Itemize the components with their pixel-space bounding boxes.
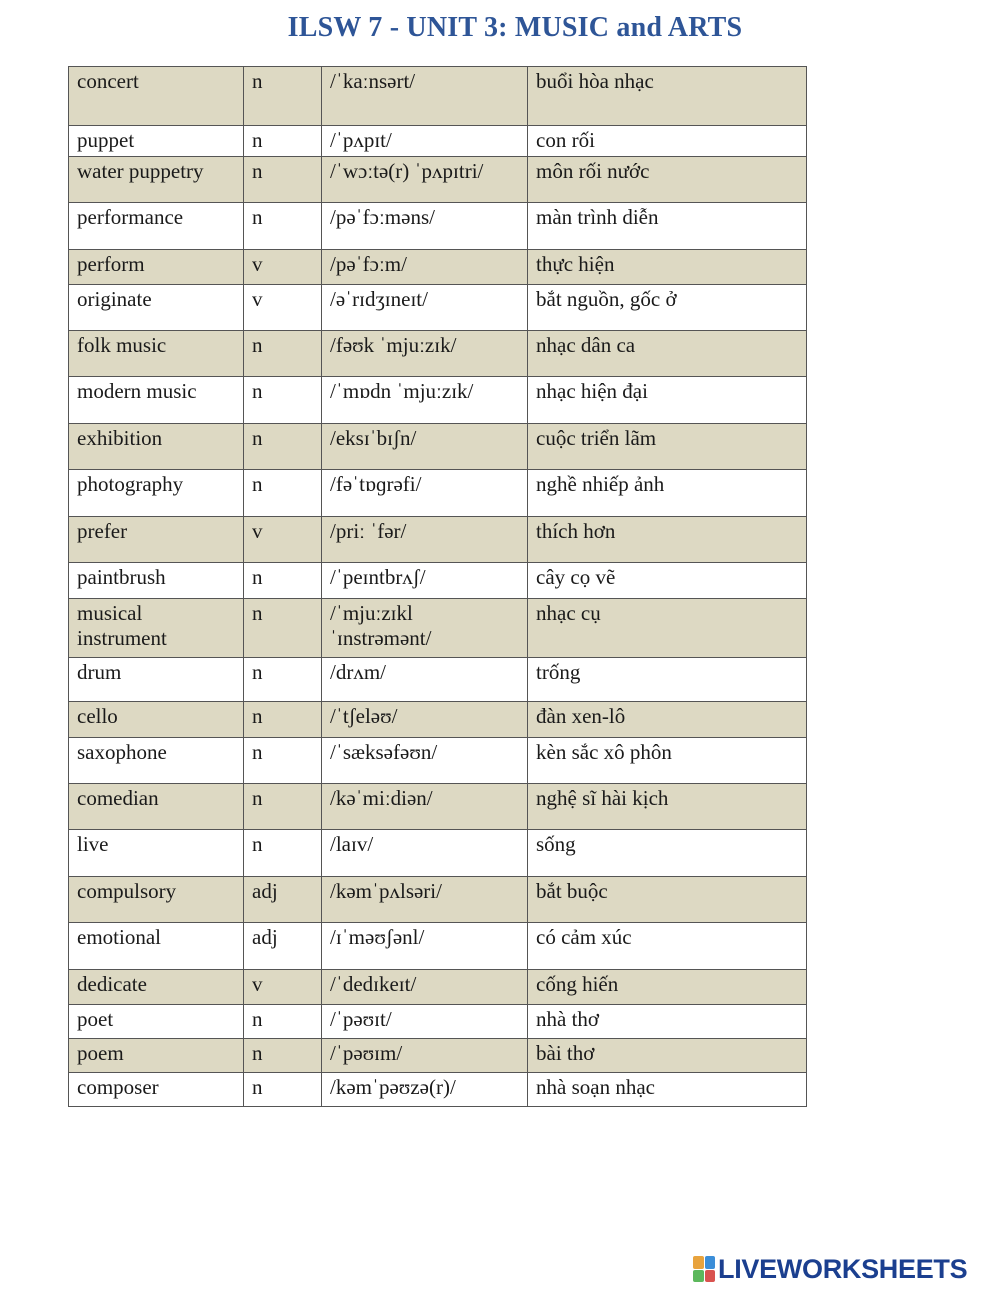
meaning-cell: nghề nhiếp ảnh bbox=[528, 470, 807, 517]
word-cell: performance bbox=[69, 203, 244, 250]
word-cell: live bbox=[69, 830, 244, 877]
table-row bbox=[69, 1039, 807, 1073]
table-row bbox=[69, 1005, 807, 1039]
word-cell: poem bbox=[69, 1039, 244, 1073]
pos-cell: n bbox=[244, 658, 322, 702]
word-cell: poet bbox=[69, 1005, 244, 1039]
pos-cell: n bbox=[244, 599, 322, 658]
ipa-cell: /ˈmɒdn ˈmjuːzɪk/ bbox=[322, 377, 528, 424]
meaning-cell: sống bbox=[528, 830, 807, 877]
meaning-cell: cuộc triển lãm bbox=[528, 424, 807, 470]
pos-cell: adj bbox=[244, 923, 322, 970]
table-row bbox=[69, 738, 807, 784]
pos-cell: n bbox=[244, 126, 322, 157]
table-row bbox=[69, 877, 807, 923]
meaning-cell: buổi hòa nhạc bbox=[528, 67, 807, 126]
ipa-cell: /laɪv/ bbox=[322, 830, 528, 877]
word-cell: saxophone bbox=[69, 738, 244, 784]
liveworksheets-badge-icon bbox=[693, 1256, 715, 1282]
word-cell: cello bbox=[69, 702, 244, 738]
meaning-cell: có cảm xúc bbox=[528, 923, 807, 970]
ipa-cell: /ˈdedɪkeɪt/ bbox=[322, 970, 528, 1005]
ipa-cell: /priː ˈfər/ bbox=[322, 517, 528, 563]
ipa-cell: /ˈsæksəfəʊn/ bbox=[322, 738, 528, 784]
pos-cell: n bbox=[244, 830, 322, 877]
meaning-cell: nhạc hiện đại bbox=[528, 377, 807, 424]
meaning-cell: kèn sắc xô phôn bbox=[528, 738, 807, 784]
word-cell: musical instrument bbox=[69, 599, 244, 658]
pos-cell: n bbox=[244, 157, 322, 203]
word-cell: puppet bbox=[69, 126, 244, 157]
word-cell: folk music bbox=[69, 331, 244, 377]
logo-text: LIVEWORKSHEETS bbox=[718, 1253, 968, 1284]
page-title: ILSW 7 - UNIT 3: MUSIC and ARTS bbox=[287, 12, 743, 43]
word-cell: water puppetry bbox=[69, 157, 244, 203]
table-row bbox=[69, 424, 807, 470]
ipa-cell: /ˈwɔːtə(r) ˈpʌpɪtri/ bbox=[322, 157, 528, 203]
meaning-cell: màn trình diễn bbox=[528, 203, 807, 250]
pos-cell: v bbox=[244, 970, 322, 1005]
ipa-cell: /pəˈfɔːməns/ bbox=[322, 203, 528, 250]
word-cell: emotional bbox=[69, 923, 244, 970]
meaning-cell: bài thơ bbox=[528, 1039, 807, 1073]
ipa-cell: /ˈpəʊɪm/ bbox=[322, 1039, 528, 1073]
pos-cell: n bbox=[244, 563, 322, 599]
ipa-cell: /ˈpʌpɪt/ bbox=[322, 126, 528, 157]
pos-cell: n bbox=[244, 1039, 322, 1073]
pos-cell: n bbox=[244, 470, 322, 517]
word-cell: concert bbox=[69, 67, 244, 126]
word-cell: compulsory bbox=[69, 877, 244, 923]
pos-cell: n bbox=[244, 424, 322, 470]
ipa-cell: /ˈtʃeləʊ/ bbox=[322, 702, 528, 738]
pos-cell: v bbox=[244, 285, 322, 331]
liveworksheets-logo[interactable] bbox=[693, 1252, 967, 1286]
table-row bbox=[69, 923, 807, 970]
pos-cell: v bbox=[244, 250, 322, 285]
word-cell: drum bbox=[69, 658, 244, 702]
table-row bbox=[69, 250, 807, 285]
pos-cell: n bbox=[244, 784, 322, 830]
meaning-cell: môn rối nước bbox=[528, 157, 807, 203]
pos-cell: n bbox=[244, 331, 322, 377]
table-row bbox=[69, 830, 807, 877]
ipa-cell: /ˈpəʊɪt/ bbox=[322, 1005, 528, 1039]
ipa-cell: /fəʊk ˈmjuːzɪk/ bbox=[322, 331, 528, 377]
table-row bbox=[69, 599, 807, 658]
ipa-cell: /eksɪˈbɪʃn/ bbox=[322, 424, 528, 470]
table-row bbox=[69, 126, 807, 157]
meaning-cell: bắt buộc bbox=[528, 877, 807, 923]
ipa-cell: /kəˈmiːdiən/ bbox=[322, 784, 528, 830]
meaning-cell: cây cọ vẽ bbox=[528, 563, 807, 599]
pos-cell: n bbox=[244, 203, 322, 250]
word-cell: exhibition bbox=[69, 424, 244, 470]
vocabulary-table bbox=[68, 66, 807, 1107]
pos-cell: n bbox=[244, 67, 322, 126]
table-row bbox=[69, 784, 807, 830]
ipa-cell: /kəmˈpʌlsəri/ bbox=[322, 877, 528, 923]
table-row bbox=[69, 331, 807, 377]
pos-cell: n bbox=[244, 377, 322, 424]
ipa-cell: /ˈkaːnsərt/ bbox=[322, 67, 528, 126]
table-row bbox=[69, 658, 807, 702]
pos-cell: v bbox=[244, 517, 322, 563]
meaning-cell: cống hiến bbox=[528, 970, 807, 1005]
pos-cell: n bbox=[244, 702, 322, 738]
word-cell: perform bbox=[69, 250, 244, 285]
ipa-cell: /ˈpeɪntbrʌʃ/ bbox=[322, 563, 528, 599]
ipa-cell: /ˈmjuːzɪkl ˈɪnstrəmənt/ bbox=[322, 599, 528, 658]
meaning-cell: bắt nguồn, gốc ở bbox=[528, 285, 807, 331]
ipa-cell: /pəˈfɔːm/ bbox=[322, 250, 528, 285]
meaning-cell: nhà thơ bbox=[528, 1005, 807, 1039]
meaning-cell: nghệ sĩ hài kịch bbox=[528, 784, 807, 830]
pos-cell: n bbox=[244, 738, 322, 784]
table-row bbox=[69, 470, 807, 517]
table-row bbox=[69, 67, 807, 126]
pos-cell: n bbox=[244, 1005, 322, 1039]
table-row bbox=[69, 563, 807, 599]
meaning-cell: nhà soạn nhạc bbox=[528, 1073, 807, 1107]
meaning-cell: trống bbox=[528, 658, 807, 702]
word-cell: comedian bbox=[69, 784, 244, 830]
word-cell: dedicate bbox=[69, 970, 244, 1005]
ipa-cell: /fəˈtɒɡrəfi/ bbox=[322, 470, 528, 517]
meaning-cell: nhạc cụ bbox=[528, 599, 807, 658]
ipa-cell: /ɪˈməʊʃənl/ bbox=[322, 923, 528, 970]
word-cell: modern music bbox=[69, 377, 244, 424]
meaning-cell: thích hơn bbox=[528, 517, 807, 563]
table-row bbox=[69, 285, 807, 331]
table-row bbox=[69, 517, 807, 563]
meaning-cell: đàn xen-lô bbox=[528, 702, 807, 738]
pos-cell: n bbox=[244, 1073, 322, 1107]
word-cell: prefer bbox=[69, 517, 244, 563]
word-cell: paintbrush bbox=[69, 563, 244, 599]
word-cell: composer bbox=[69, 1073, 244, 1107]
table-row bbox=[69, 702, 807, 738]
meaning-cell: con rối bbox=[528, 126, 807, 157]
meaning-cell: nhạc dân ca bbox=[528, 331, 807, 377]
ipa-cell: /kəmˈpəʊzə(r)/ bbox=[322, 1073, 528, 1107]
table-row bbox=[69, 157, 807, 203]
word-cell: photography bbox=[69, 470, 244, 517]
meaning-cell: thực hiện bbox=[528, 250, 807, 285]
ipa-cell: /drʌm/ bbox=[322, 658, 528, 702]
table-row bbox=[69, 377, 807, 424]
table-row bbox=[69, 1073, 807, 1107]
ipa-cell: /əˈrɪdʒɪneɪt/ bbox=[322, 285, 528, 331]
pos-cell: adj bbox=[244, 877, 322, 923]
word-cell: originate bbox=[69, 285, 244, 331]
table-row bbox=[69, 203, 807, 250]
table-row bbox=[69, 970, 807, 1005]
